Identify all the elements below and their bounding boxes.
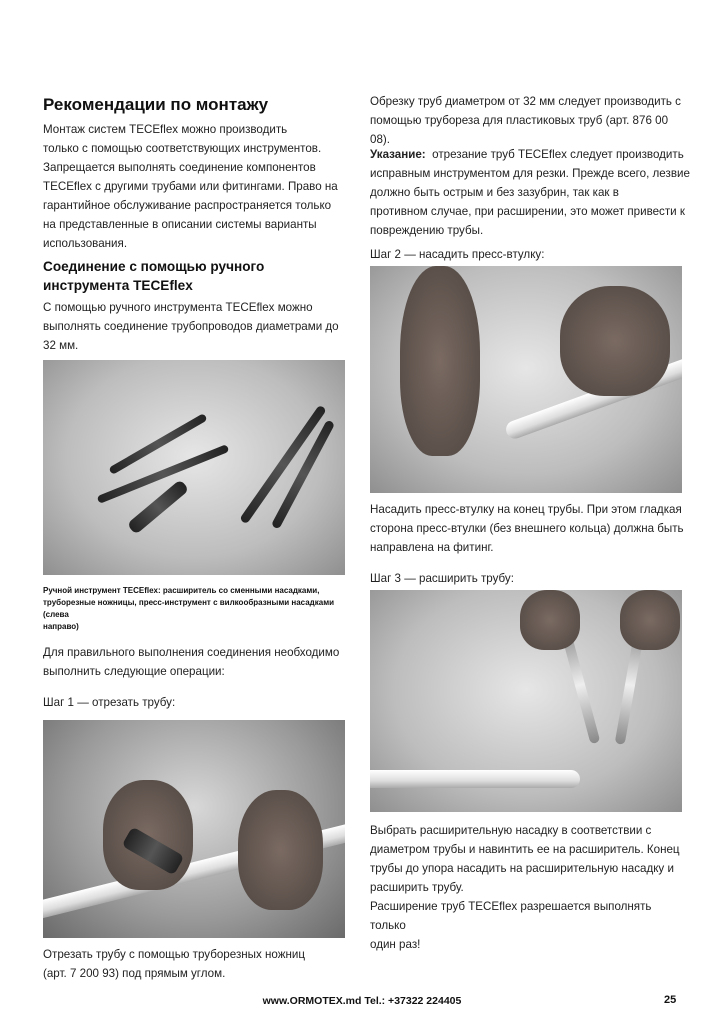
operations-paragraph (43, 643, 353, 681)
text-line: С помощью ручного инструмента TECEflex можно (43, 301, 313, 314)
caption-line: труборезные ножницы, пресс-инструмент с вилкообразными насадками (слева (43, 598, 335, 619)
text-line: Обрезку труб диаметром от 32 мм следует производить с (370, 95, 681, 108)
text-line: гарантийное обслуживание распространяется только (43, 199, 332, 212)
step1-paragraph (43, 945, 353, 983)
text-line: должно быть острым и без зазубрин, так как в (370, 186, 619, 199)
caption-line: Ручной инструмент TECEflex: расширитель со сменными насадками, (43, 586, 320, 595)
text-line: исправным инструментом для резки. Прежде всего, лезвие (370, 167, 690, 180)
text-line: повреждению трубы. (370, 224, 484, 237)
subtitle-line: Соединение с помощью ручного (43, 259, 265, 274)
page-title: Рекомендации по монтажу (43, 95, 269, 114)
text-line: диаметром трубы и навинтить ее на расширитель. Конец (370, 843, 680, 856)
subsection-paragraph (43, 298, 353, 355)
step3-paragraph (370, 821, 690, 954)
text-line: Монтаж систем TECEflex можно производить (43, 123, 288, 136)
text-line: Расширение труб TECEflex разрешается выполнять только (370, 900, 652, 932)
text-line: Выбрать расширительную насадку в соответствии с (370, 824, 652, 837)
text-line: использования. (43, 237, 128, 250)
step2-photo (370, 266, 682, 493)
step2-paragraph (370, 500, 690, 557)
text-line: направлена на фитинг. (370, 541, 494, 554)
text-line: расширить трубу. (370, 881, 464, 894)
text-line: 32 мм. (43, 339, 79, 352)
text-line: сторона пресс-втулки (без внешнего кольца) должна быть (370, 522, 684, 535)
text-line: помощью трубореза для пластиковых труб (арт. 876 00 08). (370, 114, 669, 146)
text-line: Для правильного выполнения соединения необходимо (43, 646, 340, 659)
footer-contact: www.ORMOTEX.md Tel.: +37322 224405 (262, 995, 462, 1007)
text-line: трубы до упора насадить на расширительную насадку и (370, 862, 674, 875)
note-paragraph (370, 145, 690, 240)
step2-label: Шаг 2 — насадить пресс-втулку: (370, 248, 545, 261)
page-number: 25 (664, 994, 677, 1006)
text-line: (арт. 7 200 93) под прямым углом. (43, 967, 226, 980)
tools-photo-caption (43, 585, 348, 633)
cut-paragraph (370, 92, 690, 149)
note-label: Указание: (370, 148, 426, 161)
step1-photo (43, 720, 345, 938)
subtitle-line: инструмента TECEflex (43, 278, 193, 293)
intro-paragraph (43, 120, 353, 253)
text-line: Отрезать трубу с помощью труборезных ножниц (43, 948, 306, 961)
step3-label: Шаг 3 — расширить трубу: (370, 572, 514, 585)
text-line: только с помощью соответствующих инструментов. (43, 142, 322, 155)
tools-photo (43, 360, 345, 575)
text-line: TECEflex с другими трубами или фитингами. Право на (43, 180, 338, 193)
caption-line: направо) (43, 622, 79, 631)
text-line: Запрещается выполнять соединение компонентов (43, 161, 316, 174)
text-line: противном случае, при расширении, это может привести к (370, 205, 685, 218)
text-line: выполнить следующие операции: (43, 665, 225, 678)
text-line: выполнять соединение трубопроводов диаметрами до (43, 320, 339, 333)
step3-photo (370, 590, 682, 812)
text-line: Насадить пресс-втулку на конец трубы. При этом гладкая (370, 503, 682, 516)
section-subtitle (43, 257, 264, 295)
text-line: на представленные в описании системы варианты (43, 218, 317, 231)
step1-label: Шаг 1 — отрезать трубу: (43, 696, 176, 709)
text-line: один раз! (370, 938, 421, 951)
text-line: отрезание труб TECEflex следует производить (432, 148, 684, 161)
